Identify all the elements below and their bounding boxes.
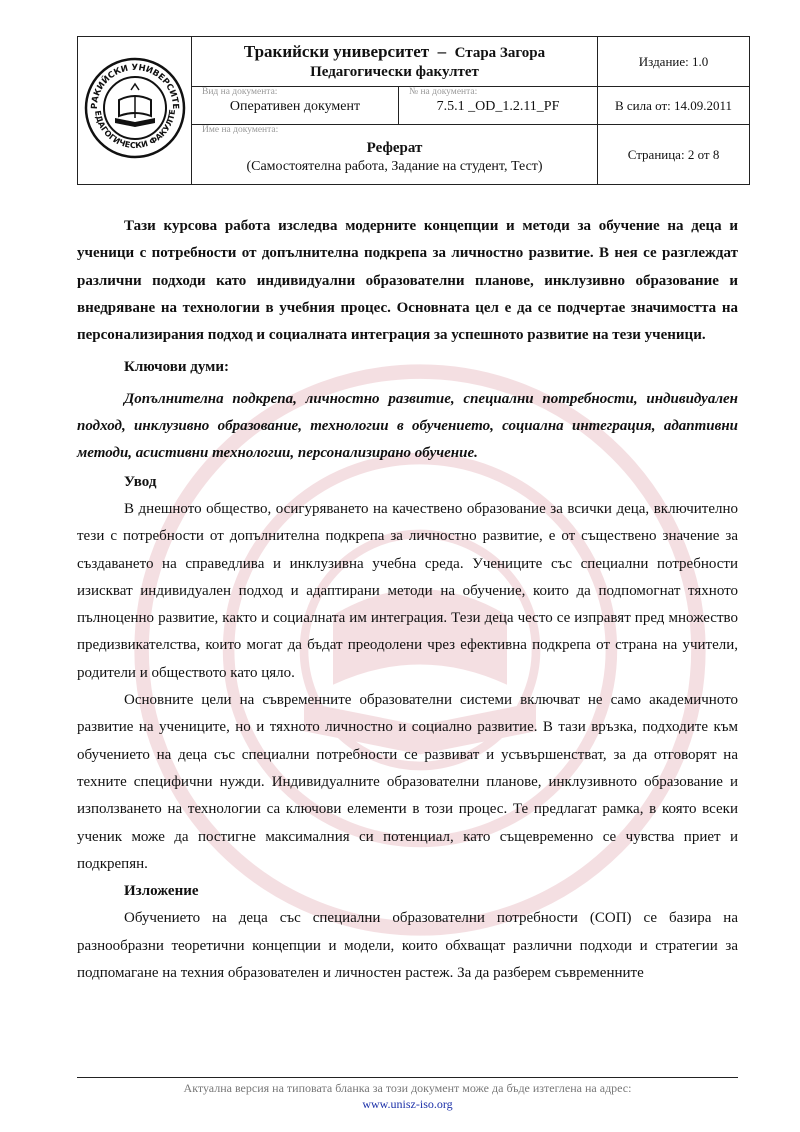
doc-title: Реферат [366, 140, 423, 156]
title-dash: – [437, 41, 447, 61]
footer-url-link[interactable]: www.unisz-iso.org [362, 1097, 453, 1111]
university-city: Стара Загора [454, 44, 546, 61]
university-title-cell [192, 37, 598, 87]
keywords-heading: Ключови думи: [124, 359, 230, 376]
doc-type-cell [192, 87, 399, 125]
footer-note: Актуална версия на типовата бланка за този документ може да бъде изтеглена на адрес: [183, 1081, 632, 1095]
abstract-paragraph: Тази курсова работа изследва модерните концепции и методи за обучение на деца и ученици с потребности от допълнителна подкрепа за личностно развитие. В нея се разглеждат различни подходи като индивидуални образователни планове, инклузивно образование и внедряване на технологии в учебния процес. Основната цел е да се подчертае значимостта на персонализирания подход и социалната интеграция за успешното развитие на тези ученици. [77, 218, 738, 344]
intro-paragraph-2: Основните цели на съвременните образователни системи включват не само академичното развитие на учениците, но и тяхното личностно и социално развитие. В тази връзка, подходите към обучението на деца със специални потребности се развиват и усъвършенстват, за да отговорят на техните специфични нужди. Индивидуалните образователни планове, инклузивното образование и използването на технологии са ключови елементи в този процес. Те предлагат рамка, в която всеки ученик може да постигне максималния си потенциал, като същевременно се чувства приет и подкрепян. [77, 692, 738, 872]
page-footer [77, 1080, 738, 1112]
intro-paragraph-1: В днешното общество, осигуряването на качествено образование за всички деца, включително тези с потребности от допълнителна подкрепа за личностно развитие, е от съществено значение за създаването на справедлива и инклузивна учебна среда. Учениците със специални потребности изискват индивидуален подход и адаптирани методи на обучение, които да подпомогнат тяхното пълноценно развитие, както и социалната им интеграция. Тези деца често се изправят пред множество предизвикателства, които могат да бъдат преодолени чрез ефективна подкрепа от страна на учители, родители и обществото като цяло. [77, 500, 738, 681]
edition-text: Издание: 1.0 [638, 53, 709, 69]
valid-from-cell [598, 87, 750, 125]
exposition-heading: Изложение [124, 883, 199, 900]
valid-from-text: В сила от: 14.09.2011 [614, 97, 733, 113]
doc-number-value: 7.5.1 _OD_1.2.11_PF [436, 99, 560, 114]
doc-number-label: № на документа: [409, 87, 478, 97]
doc-type-value: Оперативен документ [229, 99, 361, 114]
logo-cell [78, 37, 192, 185]
university-logo-icon [83, 56, 187, 160]
logo-ring-top-text: РАКИЙСКИ УНИВЕРСИТЕ [89, 62, 180, 110]
doc-number-cell [399, 87, 598, 125]
intro-heading: Увод [124, 473, 157, 490]
page-number-cell [598, 125, 750, 185]
document-header [77, 36, 750, 185]
keywords-paragraph: Допълнителна подкрепа, личностно развитие, специални потребности, индивидуален подход, инклузивно образование, технологии в обучението, социална интеграция, адаптивни методи, асистивни технологии, персонализирано обучение. [77, 390, 738, 462]
footer-divider [77, 1077, 738, 1078]
faculty-name: Педагогически факултет [310, 63, 479, 80]
university-name: Тракийски университет [243, 41, 430, 61]
document-body [77, 213, 738, 987]
page-number-text: Страница: 2 от 8 [627, 146, 720, 162]
edition-cell [598, 37, 750, 87]
doc-subtitle: (Самостоятелна работа, Задание на студент, Тест) [246, 159, 543, 174]
exposition-paragraph-1: Обучението на деца със специални образователни потребности (СОП) се базира на разнообразни теоретични концепции и модели, които обхващат различни подходи и стратегии за подпомагане на техния образователен и личностен растеж. За да разберем съвременните [77, 910, 738, 982]
doc-name-label: Име на документа: [202, 125, 279, 135]
logo-ring-bottom-text: ЕДАГОГИЧЕСКИ ФАКУЛТЕ [92, 108, 177, 151]
doc-type-label: Вид на документа: [202, 87, 278, 97]
doc-name-cell [192, 125, 598, 185]
